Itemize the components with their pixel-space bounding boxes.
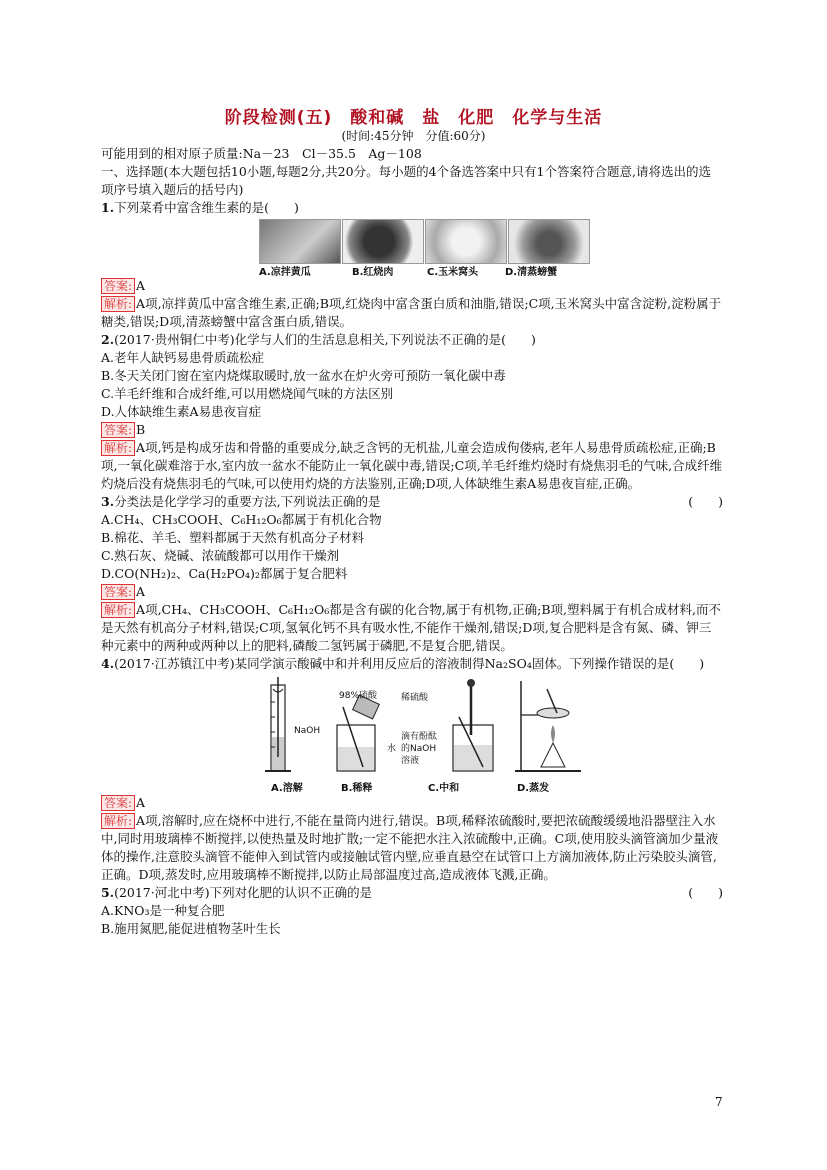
question-text: 下列菜肴中富含维生素的是( ) [114,200,299,215]
question-text: (2017·江苏镇江中考)某同学演示酸碱中和并利用反应后的溶液制得Na₂SO₄固体。下列操作错误的是( ) [114,656,705,671]
water-label: 水 [387,744,397,754]
analysis-text: A项,凉拌黄瓜中富含维生素,正确;B项,红烧肉中富含蛋白质和油脂,错误;C项,玉米窝头中富含淀粉,淀粉属于糖类,错误;D项,清蒸螃蟹中富含蛋白质,错误。 [101,296,722,329]
atomic-mass-line: 可能用到的相对原子质量:Na－23 Cl－35.5 Ag－108 [101,146,422,161]
answer-tag: 答案: [101,422,135,438]
question-number: 1. [101,200,115,215]
image-caption: C.玉米窝头 [427,267,479,278]
image-caption: D.清蒸螃蟹 [505,267,558,278]
answer-line [101,277,723,295]
option: A.老年人缺钙易患骨质疏松症 [101,350,265,365]
option: D.人体缺维生素A易患夜盲症 [101,404,262,419]
option: B.冬天关闭门窗在室内烧煤取暖时,放一盆水在炉火旁可预防一氧化碳中毒 [101,368,506,383]
figure-caption: B.稀释 [341,783,373,794]
question-text: (2017·贵州铜仁中考)化学与人们的生活息息相关,下列说法不正确的是( ) [114,332,536,347]
document-body [101,145,723,938]
image-caption: B.红烧肉 [352,267,394,278]
question-5 [101,884,723,902]
figure-caption: A.溶解 [271,783,303,794]
page-subtitle: (时间:45分钟 分值:60分) [341,129,486,143]
answer-value: A [136,584,146,599]
page-title: 阶段检测(五) 酸和碱 盐 化肥 化学与生活 [224,108,603,128]
answer-line [101,794,723,812]
option: C.熟石灰、烧碱、浓硫酸都可以用作干燥剂 [101,548,340,563]
answer-tag: 答案: [101,795,135,811]
answer-parentheses: ( ) [688,494,723,509]
option: A.CH₄、CH₃COOH、C₆H₁₂O₆都属于有机化合物 [101,512,382,527]
answer-parentheses: ( ) [688,885,723,900]
image-caption: A.凉拌黄瓜 [259,267,311,278]
analysis-line [101,812,723,884]
analysis-tag: 解析: [101,602,135,618]
lab-operations-figure [101,677,723,792]
figure-caption: D.蒸发 [517,783,550,794]
analysis-text: A项,溶解时,应在烧杯中进行,不能在量筒内进行,错误。B项,稀释浓硫酸时,要把浓硫酸缓缓地沿器壁注入水中,同时用玻璃棒不断搅拌,以使热量及时地扩散;一定不能把水注入浓硫酸中,正确。C项,使用胶头滴管滴加少量液体的操作,注意胶头滴管不能伸入到试管内或接触试管内壁,应垂直悬空在试管口上方滴加液体,防止污染胶头滴管,正确。D项,蒸发时,应用玻璃棒不断搅拌,以防止局部温度过高,造成液体飞溅,正确。 [101,813,719,882]
indicator-label: 滴有酚酞 [401,732,438,742]
question-number: 2. [101,332,115,347]
page-number: 7 [715,1095,723,1109]
answer-tag: 答案: [101,584,135,600]
analysis-tag: 解析: [101,296,135,312]
section-heading: 一、选择题(本大题包括10小题,每题2分,共20分。每小题的4个备选答案中只有1个答案符合题意,请将选出的选项序号填入题后的括号内) [101,164,711,197]
sulfuric-acid-label: 98%硫酸 [339,691,378,701]
neutralization-beaker-icon [441,677,511,777]
cucumber-dish-image [259,219,341,264]
answer-line [101,421,723,439]
answer-line [101,583,723,601]
option: B.棉花、羊毛、塑料都属于天然有机高分子材料 [101,530,365,545]
question-3 [101,493,723,511]
answer-value: B [136,422,146,437]
question-number: 4. [101,656,115,671]
analysis-line [101,601,723,655]
analysis-line [101,439,723,493]
option: A.KNO₃是一种复合肥 [101,903,225,918]
option: C.羊毛纤维和合成纤维,可以用燃烧闻气味的方法区别 [101,386,394,401]
question-number: 5. [101,885,115,900]
analysis-tag: 解析: [101,813,135,829]
analysis-text: A项,CH₄、CH₃COOH、C₆H₁₂O₆都是含有碳的化合物,属于有机物,正确;B项,塑料属于有机合成材料,而不是天然有机高分子材料,错误;C项,氢氧化钙不具有吸水性,不能作干燥剂,错误;D项,复合肥料是含有氮、磷、钾三种元素中的两种或两种以上的肥料,磷酸二氢钙属于磷肥,不是复合肥,错误。 [101,602,722,653]
answer-value: A [136,278,146,293]
evaporation-setup-icon [511,677,591,777]
question-text: (2017·河北中考)下列对化肥的认识不正确的是 [114,885,373,900]
food-images [101,219,723,277]
option: B.施用氮肥,能促进植物茎叶生长 [101,921,281,936]
answer-tag: 答案: [101,278,135,294]
option: D.CO(NH₂)₂、Ca(H₂PO₄)₂都属于复合肥料 [101,566,348,581]
figure-caption: C.中和 [428,783,460,794]
braised-pork-image [342,219,424,264]
indicator-label: 溶液 [401,756,420,766]
corn-bun-image [425,219,507,264]
answer-value: A [136,795,146,810]
steamed-crab-image [508,219,590,264]
naoh-label: NaOH [294,726,321,736]
question-1 [101,199,723,217]
question-4 [101,655,723,673]
dilute-acid-label: 稀硫酸 [401,693,429,703]
analysis-line [101,295,723,331]
analysis-text: A项,钙是构成牙齿和骨骼的重要成分,缺乏含钙的无机盐,儿童会造成佝偻病,老年人易患骨质疏松症,正确;B项,一氧化碳难溶于水,室内放一盆水不能防止一氧化碳中毒,错误;C项,羊毛纤维灼烧时有烧焦羽毛的气味,合成纤维灼烧后没有烧焦羽毛的气味,可以使用灼烧的方法鉴别,正确;D项,人体缺维生素A易患夜盲症,正确。 [101,440,723,491]
indicator-label: 的NaOH [401,744,437,754]
question-number: 3. [101,494,115,509]
analysis-tag: 解析: [101,440,135,456]
question-text: 分类法是化学学习的重要方法,下列说法正确的是 [114,494,381,509]
question-2 [101,331,723,349]
